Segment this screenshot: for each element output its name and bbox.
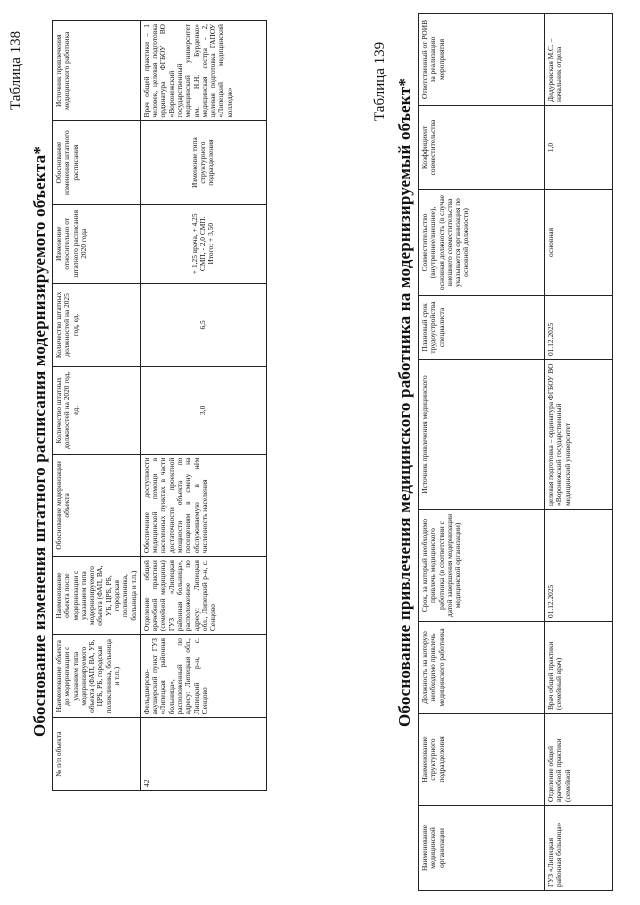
cell-unit: Отделение общей врачебной практики (семейной [545, 714, 613, 806]
table-138-title: Обоснование изменения штатного расписания модернизируемого объекта* [30, 145, 49, 737]
header-coef: Коэффициент совместительства [419, 106, 545, 190]
header-unit: Наименование структурного подразделения [419, 714, 545, 806]
cell-staff-2020: 3,0 [140, 367, 266, 455]
table-139-header-row [419, 14, 545, 891]
table-138-label: Таблица 138 [8, 30, 24, 110]
header-change-reason: Обоснование изменения штатного расписания [53, 121, 141, 204]
cell-change: + 1,25 врача, + 4,25 СМП, - 2,0 СМП. Итого: + 3,50 [140, 204, 266, 283]
header-responsible: Ответственный от РОИВ за реализацию мероприятия [419, 14, 545, 106]
table-138 [52, 20, 267, 791]
header-position: Должность на которую необходимо привлечь медицинского работника [419, 622, 545, 714]
header-deadline: Срок, за который необходимо привлечь медицинского работника (в соответствии с датой завершения модернизации медицинской организации) [419, 510, 545, 622]
cell-combination: основная [545, 190, 613, 296]
cell-source: Врач общей практики – 1 человек, целевая подготовка ординатура ФГБОУ ВО «Воронежский государственный медицинский университет им. Н.Н. Бурденко» медицинская сестра - 2, целевая подготовка ГАПОУ «Липецкий медицинский колледж» [140, 21, 266, 121]
table-139-label: Таблица 139 [372, 41, 388, 121]
header-planned: Плановый срок трудоустройства специалиста [419, 296, 545, 360]
cell-after: Отделение общей врачебной практики (семейной медицины) ГУЗ «Липецкая районная больница», расположенное по адресу: Липецкая обл., Липецкий р-н, с. Сенцово [140, 557, 266, 635]
table-row [140, 21, 266, 791]
table-139-title: Обоснование привлечения медицинского работника на модернизируемый объект* [395, 77, 414, 727]
header-staff-2020: Количество штатных должностей на 2020 год, ед. [53, 367, 141, 455]
table-139 [418, 13, 613, 891]
cell-staff-2025: 6,5 [140, 283, 266, 366]
cell-before: Фельдшерско-акушерский пункт ГУЗ «Липецкая районная больница», расположенный по адресу: Липецкая обл., Липецкий р-н, с. Сенцово [140, 635, 266, 718]
cell-reason: Обеспечение доступности медицинской помощи в населенных пунктах в части достаточности проектной мощности объекта по посещениям в смену на обслуживаемую в нём численность населения [140, 454, 266, 557]
header-change: Изменение относительно от штатного расписания 2020 года [53, 204, 141, 283]
cell-change-reason: Изменение типа структурного подразделения [140, 121, 266, 204]
header-after: Наименование объекта после модернизации с указанием типа модернизируемого объекта (ФАП, ВА, УБ, ЦРБ, РБ, городская поликлиника, больница и т.п.) [53, 557, 141, 635]
header-num: № п/п объекта [53, 718, 141, 791]
header-source: Источник привлечения медицинского работника [53, 21, 141, 121]
table-row [545, 14, 613, 891]
header-source: Источник привлечения медицинского [419, 360, 545, 510]
cell-deadline: 01.12.2025 [545, 510, 613, 622]
cell-source: целевая подготовка – ординатура ФГБОУ ВО «Воронежский государственный медицинский университет [545, 360, 613, 510]
header-combination: Совместительство (внутреннее/внешнее), основная должность (в случае внешнего совместительства указывается организация по основной должности) [419, 190, 545, 296]
header-staff-2025: Количество штатных должностей на 2025 год, ед. [53, 283, 141, 366]
table-138-header-row [53, 21, 141, 791]
cell-num: 42 [140, 718, 266, 791]
header-reason: Обоснование модернизации объекта [53, 454, 141, 557]
cell-position: Врач общей практики (семейный врач) [545, 622, 613, 714]
cell-planned: 01.12.2025 [545, 296, 613, 360]
cell-responsible: Дидуровская М.С. – начальник отдела [545, 14, 613, 106]
cell-coef: 1,0 [545, 106, 613, 190]
header-org: Наименование медицинской организации [419, 806, 545, 891]
header-before: Наименование объекта до модернизации с указанием типа модернизируемого объекта (ФАП, ВА, УБ, ЦРБ, РБ, городская поликлиника, больница и т.п.) [53, 635, 141, 718]
cell-org: ГУЗ «Липецкая районная больница» [545, 806, 613, 891]
